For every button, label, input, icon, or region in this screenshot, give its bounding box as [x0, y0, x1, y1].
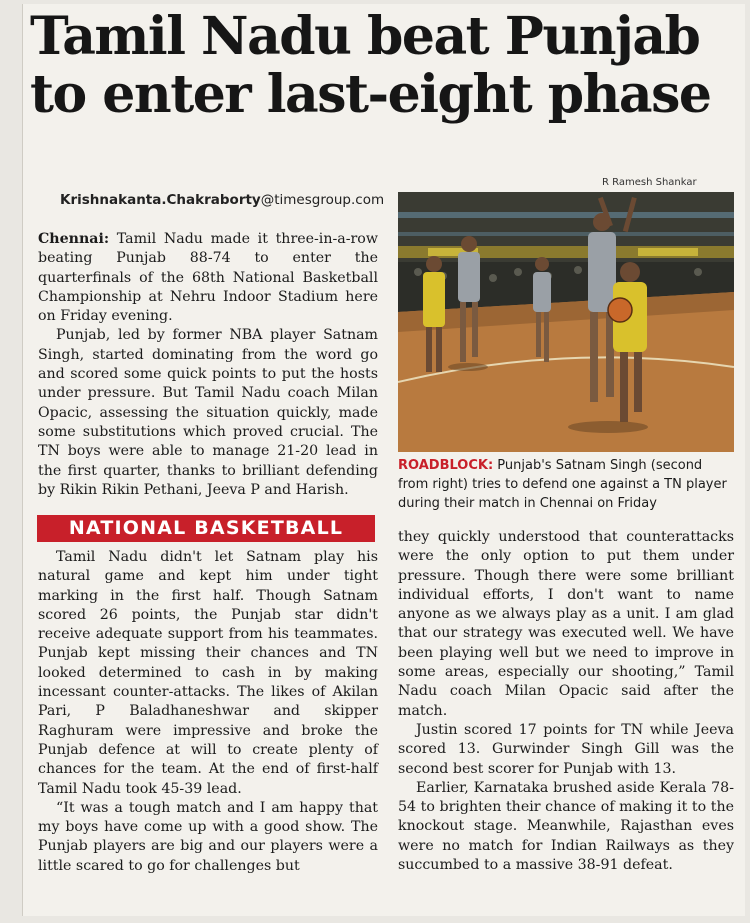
basketball-photo-illustration — [398, 192, 734, 452]
article-paragraph-5: they quickly understood that counterattacks were the only option to put them under pressure. Though there were some brilliant individual efforts, I don't want to name anyone as we always play as a unit. I am glad that our strategy was executed well. We have been playing well but we need to improve in some areas, especially our shooting,” Tamil Nadu coach Milan Opacic said after the match. — [398, 529, 734, 719]
article-paragraph-1 — [38, 230, 378, 326]
article-paragraph-7: Earlier, Karnataka brushed aside Kerala 78-54 to brighten their chance of making it to the knockout stage. Meanwhile, Rajasthan eves were no match for Indian Railways as they succumbed to a massive 38-91 defeat. — [398, 779, 734, 874]
article-paragraph-6: Justin scored 17 points for TN while Jeeva scored 13. Gurwinder Singh Gill was the second best scorer for Punjab with 13. — [398, 721, 734, 777]
byline-domain: @timesgroup.com — [260, 192, 385, 208]
article-paragraph-2: Punjab, led by former NBA player Satnam Singh, started dominating from the word go and scored some quick points to put the hosts under pressure. But Tamil Nadu coach Milan Opacic, assessing the situation quickly, made some substitutions which proved crucial. The TN boys were able to manage 21-20 lead in the first quarter, thanks to brilliant defending by Rikin Rikin Pethani, Jeeva P and Harish. — [38, 327, 378, 498]
caption-text: Punjab's Satnam Singh (second from right) tries to defend one against a TN player during their match in Chennai on Friday — [398, 458, 727, 511]
caption-lead: ROADBLOCK: — [398, 458, 494, 473]
article-paragraph-3: Tamil Nadu didn't let Satnam play his natural game and kept him under tight marking in the first half. Though Satnam scored 26 points, the Punjab star didn't receive adequate support from his teammates. Punjab kept missing their chances and TN looked determined to cash in by making incessant counter-attacks. The likes of Akilan Pari, P Baladhaneshwar and skipper Raghuram were impressive and broke the Punjab defence at will to create plenty of chances for the team. At the end of first-half Tamil Nadu took 45-39 lead. — [38, 549, 378, 797]
photo-credit: R Ramesh Shankar — [602, 177, 697, 188]
dateline: Chennai: — [38, 231, 110, 247]
section-kicker: NATIONAL BASKETBALL — [37, 515, 375, 542]
photo-caption — [398, 456, 734, 513]
article-column-left-top — [38, 230, 378, 500]
byline-name: Krishnakanta.Chakraborty — [60, 192, 261, 208]
article-column-right — [398, 528, 734, 875]
byline — [60, 192, 384, 208]
headline: Tamil Nadu beat Punjab to enter last-eight phase — [30, 6, 711, 125]
article-paragraph-4: “It was a tough match and I am happy that my boys have come up with a good show. The Punjab players are big and our players were a little scared to go for challenges but — [38, 799, 378, 874]
news-photo — [398, 192, 734, 452]
paragraph-1-text: Tamil Nadu made it three-in-a-row beating Punjab 88-74 to enter the quarterfinals of the 68th National Basketball Championship at Nehru Indoor Stadium here on Friday evening. — [38, 231, 378, 325]
article-column-left-bottom — [38, 548, 378, 876]
